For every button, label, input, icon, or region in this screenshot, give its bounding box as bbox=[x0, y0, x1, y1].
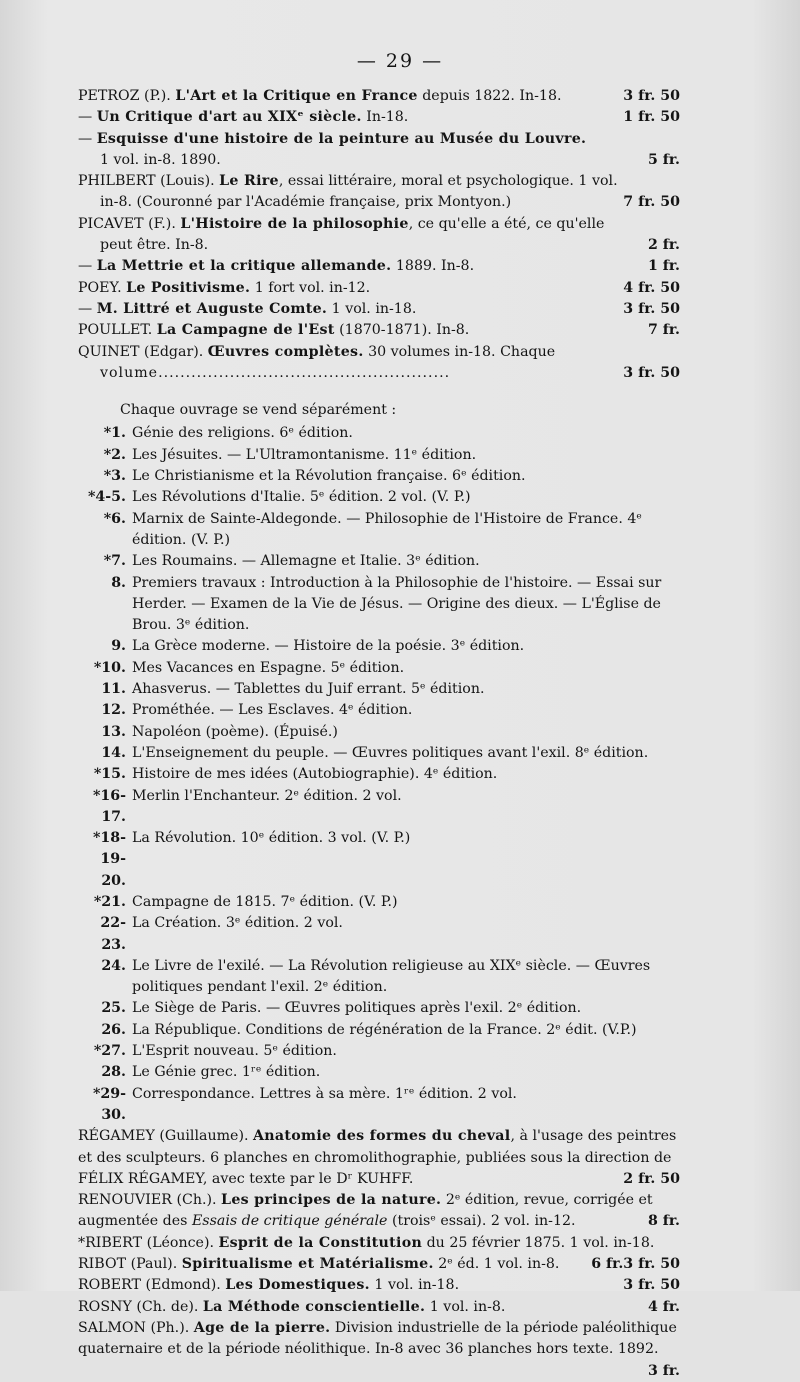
catalogue-entry bbox=[78, 1254, 680, 1275]
list-item bbox=[78, 445, 680, 466]
entry-details: 2ᵉ éd. 1 vol. in-8. bbox=[433, 1256, 560, 1273]
list-item-number: *2. bbox=[103, 446, 126, 463]
entry-price: 3 fr. 50 bbox=[623, 364, 680, 381]
list-item bbox=[78, 743, 680, 764]
catalogue-entry bbox=[78, 1190, 680, 1233]
entry-details: In-18. bbox=[361, 109, 409, 126]
entry-continuation bbox=[78, 150, 680, 171]
list-item-text: Campagne de 1815. 7ᵉ édition. (V. P.) bbox=[132, 893, 398, 910]
entry-price: 3 fr. 50 bbox=[623, 300, 680, 317]
list-item bbox=[78, 551, 680, 572]
catalogue-entry bbox=[78, 342, 680, 385]
entry-details: 30 volumes in-18. Chaque bbox=[363, 343, 556, 360]
list-item-number: *3. bbox=[103, 468, 126, 485]
list-item-number: *10. bbox=[93, 659, 126, 676]
list-item-number: *16-17. bbox=[92, 787, 126, 825]
entry-author: — bbox=[78, 130, 97, 147]
catalogue-entry bbox=[78, 278, 680, 299]
entry-price: 3 fr. 50 bbox=[623, 1277, 680, 1294]
entry-details: , ce qu'elle a été, ce qu'elle bbox=[408, 215, 605, 232]
entry-line2: peut être. In-8. bbox=[100, 237, 209, 254]
entry-title: La Méthode conscientielle. bbox=[202, 1298, 426, 1315]
entry-details: depuis 1822. In-18. bbox=[417, 88, 562, 104]
list-item-number: 12. bbox=[101, 702, 126, 719]
entry-details: 1 fort vol. in-12. bbox=[250, 279, 371, 296]
entry-continuation bbox=[78, 192, 680, 213]
list-item bbox=[78, 764, 680, 785]
list-item-text: Merlin l'Enchanteur. 2ᵉ édition. 2 vol. bbox=[132, 787, 402, 804]
intro-line: Chaque ouvrage se vend séparément : bbox=[120, 402, 397, 419]
entry-title: Les principes de la nature. bbox=[221, 1192, 442, 1209]
bottom-entries bbox=[78, 1126, 680, 1379]
entry-details-2: (troisᵉ essai). 2 vol. in-12. bbox=[387, 1213, 576, 1230]
catalogue-entry bbox=[78, 1275, 680, 1296]
list-item bbox=[78, 722, 680, 743]
list-item-text: Premiers travaux : Introduction à la Philosophie de l'histoire. — Essai sur Herder. — Examen de la Vie de Jésus. — Origine des dieux. — L'Église de Brou. 3ᵉ édition. bbox=[132, 574, 662, 634]
entry-title: L'Histoire de la philosophie bbox=[180, 215, 409, 232]
catalogue-entry bbox=[78, 129, 680, 172]
list-item-text: Mes Vacances en Espagne. 5ᵉ édition. bbox=[132, 659, 405, 676]
top-entries bbox=[78, 86, 680, 384]
entry-details: 2ᵉ édition, revue, corrigée et augmentée des bbox=[78, 1192, 653, 1230]
list-item bbox=[78, 828, 680, 892]
list-item bbox=[78, 1020, 680, 1041]
list-item-text: Correspondance. Lettres à sa mère. 1ʳᵉ édition. 2 vol. bbox=[132, 1085, 517, 1102]
list-item-text: Le Livre de l'exilé. — La Révolution religieuse au XIXᵉ siècle. — Œuvres politiques pendant l'exil. 2ᵉ édition. bbox=[132, 957, 651, 996]
list-item-number: *15. bbox=[93, 766, 126, 783]
entry-price: 7 fr. 50 bbox=[623, 194, 680, 211]
entry-details: 1 vol. in-18. bbox=[327, 300, 417, 317]
list-item bbox=[78, 573, 680, 637]
entry-author: QUINET (Edgar). bbox=[78, 343, 208, 360]
list-item bbox=[78, 892, 680, 913]
list-item-text: L'Enseignement du peuple. — Œuvres politiques avant l'exil. 8ᵉ édition. bbox=[132, 744, 649, 761]
list-item-number: 22-23. bbox=[100, 915, 126, 953]
entry-price: 3 fr. 50 bbox=[623, 88, 680, 104]
entry-title: M. Littré et Auguste Comte. bbox=[96, 300, 328, 317]
list-item-text: La Grèce moderne. — Histoire de la poésie. 3ᵉ édition. bbox=[132, 638, 525, 655]
entry-title: Age de la pierre. bbox=[193, 1319, 331, 1336]
entry-title: Un Critique d'art au XIXᵉ siècle. bbox=[96, 109, 362, 126]
catalogue-entry bbox=[78, 1126, 680, 1190]
list-item bbox=[78, 998, 680, 1019]
list-item-number: *18-19-20. bbox=[92, 830, 126, 889]
entry-author: ROSNY (Ch. de). bbox=[78, 1298, 203, 1315]
entry-title: Les Domestiques. bbox=[225, 1277, 370, 1294]
list-item-text: Les Révolutions d'Italie. 5ᵉ édition. 2 vol. (V. P.) bbox=[132, 489, 471, 506]
list-item-text: Le Christianisme et la Révolution française. 6ᵉ édition. bbox=[132, 468, 526, 485]
catalogue-body bbox=[78, 86, 680, 1382]
list-item-text: Le Siège de Paris. — Œuvres politiques après l'exil. 2ᵉ édition. bbox=[132, 1000, 582, 1017]
catalogue-entry bbox=[78, 86, 680, 107]
list-item-text: Génie des religions. 6ᵉ édition. bbox=[132, 425, 353, 442]
entry-author: RENOUVIER (Ch.). bbox=[78, 1192, 222, 1209]
list-item bbox=[78, 487, 680, 508]
list-item-number: *7. bbox=[103, 553, 126, 570]
entry-author: ROBERT (Edmond). bbox=[78, 1277, 226, 1294]
entry-author: — bbox=[78, 109, 97, 126]
entry-price: 2 fr. bbox=[647, 237, 680, 254]
entry-details: , essai littéraire, moral et psychologique. 1 vol. bbox=[278, 173, 618, 190]
list-item-text: Les Jésuites. — L'Ultramontanisme. 11ᵉ édition. bbox=[132, 446, 477, 463]
list-item-number: *29-30. bbox=[92, 1085, 126, 1123]
entry-title: Spiritualisme et Matérialisme. bbox=[181, 1256, 434, 1273]
catalogue-entry bbox=[78, 299, 680, 320]
entry-continuation bbox=[78, 363, 680, 384]
entry-price: 4 fr. bbox=[647, 1298, 680, 1315]
entry-title: La Mettrie et la critique allemande. bbox=[96, 258, 392, 275]
list-item bbox=[78, 423, 680, 444]
list-item-number: *4-5. bbox=[88, 489, 126, 506]
list-item-number: 11. bbox=[101, 681, 126, 698]
catalogue-entry bbox=[78, 1297, 680, 1318]
entry-title: Le Positivisme. bbox=[126, 279, 251, 296]
list-item-text: Histoire de mes idées (Autobiographie). 4ᵉ édition. bbox=[132, 766, 498, 783]
entry-line2: 1 vol. in-8. 1890. bbox=[100, 151, 221, 168]
entry-author: — bbox=[78, 258, 97, 275]
catalogue-entry bbox=[78, 320, 680, 341]
entry-price: 8 fr. bbox=[647, 1213, 680, 1230]
catalogue-entry bbox=[78, 1318, 680, 1379]
entry-author: PETROZ (P.). bbox=[78, 88, 176, 104]
entry-author: PICAVET (F.). bbox=[78, 215, 181, 232]
list-item-text: Marnix de Sainte-Aldegonde. — Philosophie de l'Histoire de France. 4ᵉ édition. (V. P.) bbox=[132, 510, 642, 548]
list-item-number: *21. bbox=[93, 893, 126, 910]
page-number: — 29 — bbox=[356, 50, 444, 72]
entry-details: du 25 février 1875. 1 vol. in-18. bbox=[422, 1234, 655, 1251]
list-item bbox=[78, 700, 680, 721]
list-item-text: Napoléon (poème). (Épuisé.) bbox=[132, 723, 338, 740]
list-item bbox=[78, 636, 680, 657]
list-item-text: La République. Conditions de régénération de la France. 2ᵉ édit. (V.P.) bbox=[132, 1021, 637, 1038]
list-item bbox=[78, 956, 680, 999]
list-item-text: L'Esprit nouveau. 5ᵉ édition. bbox=[132, 1043, 337, 1060]
entry-author: PHILBERT (Louis). bbox=[78, 173, 220, 190]
entry-price: 3 fr. bbox=[647, 1362, 680, 1379]
entry-continuation bbox=[78, 235, 680, 256]
catalogue-entry bbox=[78, 256, 680, 277]
list-item bbox=[78, 509, 680, 552]
entry-details: (1870-1871). In-8. bbox=[334, 322, 470, 339]
entry-title: La Campagne de l'Est bbox=[156, 322, 335, 339]
list-item bbox=[78, 1062, 680, 1083]
list-item bbox=[78, 658, 680, 679]
entry-title: Anatomie des formes du cheval bbox=[253, 1128, 511, 1145]
list-item bbox=[78, 786, 680, 829]
catalogue-entry bbox=[78, 214, 680, 257]
entry-author: — bbox=[78, 300, 97, 317]
entry-author: POEY. bbox=[78, 279, 127, 296]
list-item-number: *27. bbox=[93, 1043, 126, 1060]
entry-details: 1 vol. in-8. bbox=[425, 1298, 506, 1315]
quinet-works-list bbox=[78, 423, 680, 1126]
entry-price: 1 fr. bbox=[647, 258, 680, 275]
list-item-number: 13. bbox=[101, 723, 126, 740]
list-item bbox=[78, 913, 680, 956]
entry-title: Le Rire bbox=[219, 173, 279, 190]
entry-line2: volume..................................................... bbox=[100, 364, 451, 381]
entry-price: 2 fr. 50 bbox=[623, 1170, 680, 1187]
entry-title: L'Art et la Critique en France bbox=[175, 88, 418, 104]
entry-line2: in-8. (Couronné par l'Académie française, prix Montyon.) bbox=[100, 194, 512, 211]
list-item-number: 26. bbox=[101, 1021, 126, 1038]
entry-price: 6 fr. bbox=[591, 1256, 624, 1273]
list-item-number: 14. bbox=[101, 744, 126, 761]
list-item-number: 25. bbox=[101, 1000, 126, 1017]
entry-details: Division industrielle de la période paléolithique quaternaire et de la période néolithique. In-8 avec 36 planches hors texte. 1892. bbox=[78, 1319, 677, 1358]
entry-author: *RIBERT (Léonce). bbox=[78, 1234, 219, 1251]
list-item-number: 28. bbox=[101, 1064, 126, 1081]
list-item-number: 8. bbox=[111, 574, 126, 591]
list-item-text: La Création. 3ᵉ édition. 2 vol. bbox=[132, 915, 343, 932]
entry-details: 1 vol. in-18. bbox=[369, 1277, 460, 1294]
entry-author: SALMON (Ph.). bbox=[78, 1319, 194, 1336]
list-item-text: Prométhée. — Les Esclaves. 4ᵉ édition. bbox=[132, 702, 413, 719]
list-item-text: Le Génie grec. 1ʳᵉ édition. bbox=[132, 1064, 321, 1081]
list-item-text: Ahasverus. — Tablettes du Juif errant. 5ᵉ édition. bbox=[132, 681, 485, 698]
entry-title: Esprit de la Constitution bbox=[218, 1234, 423, 1251]
entry-author: POULLET. bbox=[78, 322, 157, 339]
list-item bbox=[78, 1041, 680, 1062]
entry-italic: Essais de critique générale bbox=[191, 1213, 388, 1230]
entry-title: Esquisse d'une histoire de la peinture au Musée du Louvre. bbox=[96, 130, 587, 147]
entry-details: , à l'usage des peintres et des sculpteurs. 6 planches en chromolithographie, publiées sous la direction de FÉLIX RÉGAMEY, avec texte par le Dʳ KUHFF. bbox=[78, 1128, 677, 1187]
entry-title: Œuvres complètes. bbox=[207, 343, 364, 360]
entry-price: 7 fr. bbox=[647, 322, 680, 339]
entry-details: 1889. In-8. bbox=[391, 258, 475, 275]
list-item-text: Les Roumains. — Allemagne et Italie. 3ᵉ édition. bbox=[132, 553, 480, 570]
list-item bbox=[78, 466, 680, 487]
list-item-number: 9. bbox=[111, 638, 126, 655]
list-item-number: *1. bbox=[103, 425, 126, 442]
entry-price: 1 fr. 50 bbox=[623, 109, 680, 126]
entry-author: RÉGAMEY (Guillaume). bbox=[78, 1128, 253, 1145]
list-item-number: 24. bbox=[101, 957, 126, 974]
catalogue-entry bbox=[78, 107, 680, 128]
list-item bbox=[78, 679, 680, 700]
entry-author: RIBOT (Paul). bbox=[78, 1256, 182, 1273]
list-item-number: *6. bbox=[103, 510, 126, 527]
list-item-text: La Révolution. 10ᵉ édition. 3 vol. (V. P.) bbox=[132, 830, 411, 847]
entry-price: 5 fr. bbox=[647, 151, 680, 168]
catalogue-entry bbox=[78, 171, 680, 214]
entry-price: 3 fr. 50 bbox=[623, 1256, 680, 1273]
entry-price: 4 fr. 50 bbox=[623, 279, 680, 296]
list-item bbox=[78, 1084, 680, 1127]
